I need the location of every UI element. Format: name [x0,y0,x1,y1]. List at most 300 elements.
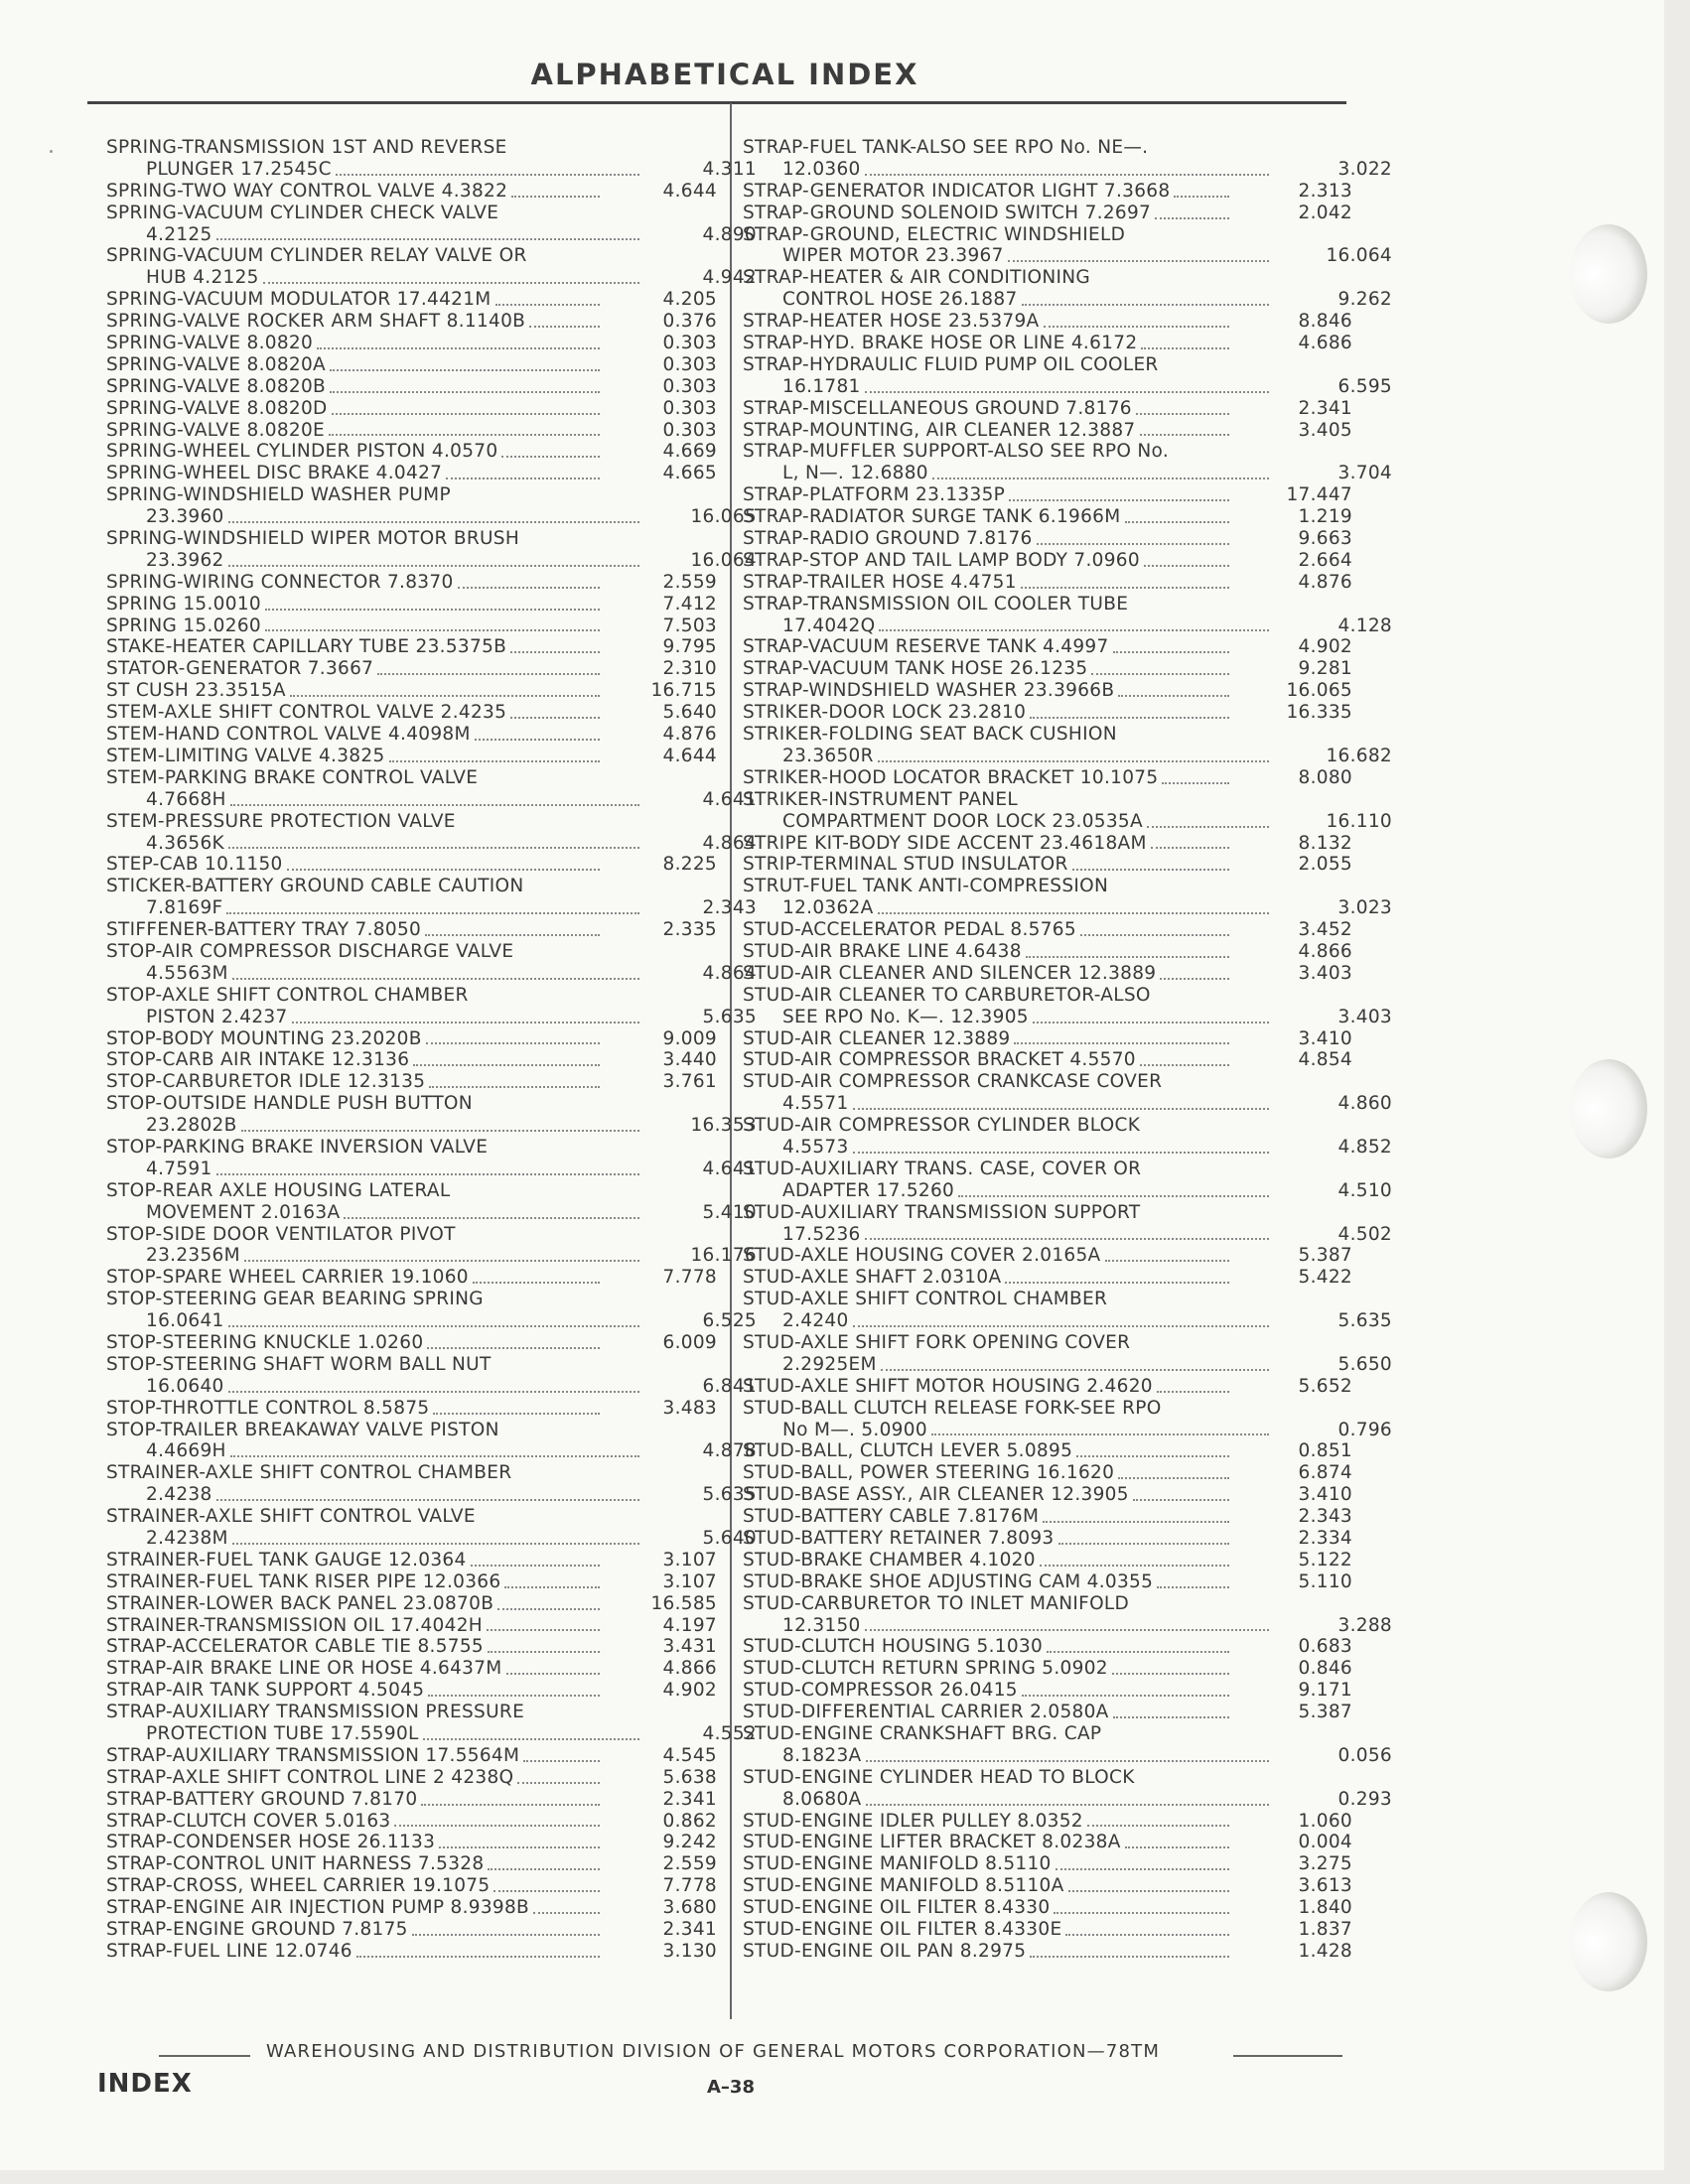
entry-title-line [743,224,1352,246]
entry-page-ref: 9.242 [662,1832,717,1853]
index-entry [106,876,757,919]
entry-continuation-line [743,1007,1392,1028]
index-entry [106,463,717,484]
dot-leader [1047,1651,1229,1653]
dot-leader [1144,565,1229,567]
dot-leader [1021,587,1229,589]
dot-leader [1091,673,1229,675]
dot-leader [510,717,600,719]
dot-leader [1054,1912,1229,1914]
entry-text: STEP-CAB 10.1150 [106,854,283,876]
dot-leader [878,912,1269,914]
entry-text: PISTON 2.4237 [146,1006,288,1027]
entry-page-ref: 3.431 [662,1636,717,1658]
entry-page-ref: 5.635 [702,1006,757,1027]
entry-text: 12.3150 [782,1614,861,1636]
entry-text: STUD-BASE ASSY., AIR CLEANER 12.3905 [743,1484,1129,1506]
dot-leader [1162,782,1229,784]
dot-leader [853,1108,1269,1110]
entry-page-ref: 9.281 [1298,658,1352,680]
entry-text: ST CUSH 23.3515A [106,680,286,702]
entry-text: STRAP-RADIATOR SURGE TANK 6.1966M [743,506,1121,528]
punch-hole-top [1570,224,1647,324]
entry-title-line [743,506,1352,528]
entry-text: 16.0641 [146,1310,224,1332]
entry-continuation-line [743,811,1392,833]
dot-leader [865,391,1269,393]
entry-title-line [106,333,717,354]
entry-page-ref: 3.613 [1298,1875,1352,1897]
index-entry [743,1941,1352,1963]
entry-title-line [106,1267,717,1289]
entry-title-line [743,137,1352,159]
entry-page-ref: 4.864 [702,962,757,984]
entry-text: STRAP-CLUTCH COVER 5.0163 [106,1810,391,1832]
entry-text: STUD-AIR COMPRESSOR BRACKET 4.5570 [743,1049,1136,1071]
index-entry [106,1223,757,1268]
entry-text: STUD-AXLE SHIFT CONTROL CHAMBER [743,1289,1108,1310]
entry-title-line [743,398,1352,420]
entry-page-ref: 8.846 [1298,311,1352,333]
dot-leader [1058,1543,1229,1545]
entry-page-ref: 4.876 [1298,571,1352,593]
entry-page-ref: 7.412 [662,593,717,614]
index-entry [743,876,1392,919]
entry-text: STRIKER-FOLDING SEAT BACK CUSHION [743,724,1117,746]
entry-title-line [106,615,717,637]
entry-title-line [743,963,1352,985]
entry-text: STRAP-FUEL TANK-ALSO SEE RPO No. NE—. [743,137,1149,158]
entry-title-line [106,1853,717,1875]
entry-title-line [106,1789,717,1811]
entry-title-line [743,1767,1352,1789]
entry-text: STRAP-BATTERY GROUND 7.8170 [106,1788,418,1810]
entry-page-ref: 6.525 [702,1310,757,1332]
entry-title-line [743,1267,1352,1289]
entry-text: STRAP-HYD. BRAKE HOSE OR LINE 4.6172 [743,333,1138,354]
entry-title-line [106,1832,717,1853]
entry-text: COMPARTMENT DOOR LOCK 23.0535A [782,810,1143,832]
entry-title-line [106,1658,717,1680]
entry-page-ref: 16.065 [1286,680,1352,702]
dot-leader [504,1586,600,1588]
entry-page-ref: 3.107 [662,1570,717,1592]
dot-leader [1118,1477,1229,1479]
dot-leader [495,304,600,306]
entry-title-line [106,1398,717,1420]
dot-leader [330,369,600,371]
entry-text: STRIPE KIT-BODY SIDE ACCENT 23.4618AM [743,832,1147,854]
entry-page-ref: 0.303 [662,333,717,354]
footer-rule-left [159,2055,250,2057]
entry-title-line [106,1028,717,1050]
entry-text: SPRING-VALVE ROCKER ARM SHAFT 8.1140B [106,311,526,333]
left-index-column [106,137,757,1963]
entry-text: STUD-BALL CLUTCH RELEASE FORK-SEE RPO [743,1397,1162,1419]
entry-text: STUD-ENGINE MANIFOLD 8.5110A [743,1875,1064,1897]
index-entry [743,441,1392,484]
index-entry [106,1680,717,1702]
entry-page-ref: 2.341 [662,1788,717,1810]
entry-text: STUD-ENGINE IDLER PULLEY 8.0352 [743,1810,1083,1832]
entry-text: STRIKER-INSTRUMENT PANEL [743,788,1019,810]
index-entry [106,1593,717,1615]
index-entry [106,333,717,354]
index-entry [106,1419,757,1463]
entry-continuation-line [743,1137,1392,1159]
entry-page-ref: 3.023 [1338,897,1392,919]
entry-text: STICKER-BATTERY GROUND CABLE CAUTION [106,876,524,897]
entry-text: SEE RPO No. K—. 12.3905 [782,1006,1029,1027]
index-entry [743,1376,1352,1398]
entry-title-line [743,572,1352,594]
entry-page-ref: 0.056 [1338,1744,1392,1766]
entry-text: STUD-BALL, CLUTCH LEVER 5.0895 [743,1440,1073,1462]
index-entry [743,788,1392,833]
index-entry [106,1462,757,1506]
entry-page-ref: 2.664 [1298,549,1352,571]
entry-page-ref: 1.840 [1298,1897,1352,1919]
entry-continuation-line [106,789,757,811]
index-entry [743,854,1352,876]
entry-text: STRAP-GROUND, ELECTRIC WINDSHIELD [743,223,1126,245]
entry-continuation-line [106,1528,757,1550]
entry-continuation-line [743,463,1392,484]
entry-text: 4.4669H [146,1440,226,1462]
dot-leader [881,1369,1269,1371]
entry-title-line [106,1897,717,1919]
entry-page-ref: 2.055 [1298,854,1352,876]
footer-page-number: A–38 [707,2077,755,2098]
entry-page-ref: 4.545 [662,1744,717,1766]
entry-page-ref: 4.902 [1298,636,1352,658]
entry-text: STRAP-MOUNTING, AIR CLEANER 12.3887 [743,419,1136,441]
entry-continuation-line [743,615,1392,637]
dot-leader [1160,978,1229,980]
entry-text: STUD-CLUTCH HOUSING 5.1030 [743,1636,1044,1658]
entry-text: 4.2125 [146,223,212,245]
entry-page-ref: 0.303 [662,397,717,419]
entry-title-line [106,1919,717,1941]
entry-title-line [106,985,717,1007]
entry-title-line [743,420,1352,442]
dot-leader [853,1325,1269,1327]
entry-title-line [106,658,717,680]
entry-title-line [106,1571,717,1593]
index-entry [106,1811,717,1833]
dot-leader [232,1543,639,1545]
entry-title-line [106,1745,717,1767]
dot-leader [510,651,600,653]
index-entry [743,1897,1352,1919]
entry-title-line [743,876,1352,897]
entry-page-ref: 0.862 [662,1810,717,1832]
entry-text: 4.7591 [146,1158,212,1179]
dot-leader [244,1260,639,1262]
entry-text: HUB 4.2125 [146,267,259,289]
dot-leader [529,326,600,328]
entry-text: SPRING-WIRING CONNECTOR 7.8370 [106,571,454,593]
index-entry [743,1289,1392,1332]
entry-text: STRAP-AXLE SHIFT CONTROL LINE 2 4238Q [106,1766,514,1788]
dot-leader [228,521,639,523]
entry-text: STOP-STEERING SHAFT WORM BALL NUT [106,1353,492,1375]
entry-title-line [743,702,1352,724]
entry-text: STUD-AUXILIARY TRANS. CASE, COVER OR [743,1158,1142,1179]
entry-continuation-line [106,1007,757,1028]
entry-text: SPRING-VALVE 8.0820D [106,397,328,419]
entry-title-line [743,1462,1352,1484]
dot-leader [421,1804,600,1806]
entry-text: STRAP-CROSS, WHEEL CARRIER 19.1075 [106,1875,491,1897]
entry-title-line [106,680,717,702]
index-entry [743,724,1392,767]
index-entry [106,1636,717,1658]
index-entry [743,919,1352,941]
entry-text: STEM-PARKING BRAKE CONTROL VALVE [106,766,479,788]
entry-page-ref: 16.585 [650,1592,717,1614]
entry-continuation-line [106,1245,757,1267]
entry-page-ref: 2.310 [662,658,717,680]
entry-title-line [743,528,1352,550]
entry-page-ref: 16.682 [1326,745,1392,766]
dot-leader [427,1347,600,1349]
entry-page-ref: 16.335 [1286,702,1352,724]
index-entry [743,1875,1352,1897]
entry-text: STUD-AIR CLEANER 12.3889 [743,1027,1011,1049]
index-entry [743,658,1352,680]
dot-leader [1125,521,1229,523]
entry-continuation-line [743,746,1392,767]
entry-page-ref: 2.335 [662,919,717,941]
index-entry [743,1919,1352,1941]
dot-leader [1014,1042,1229,1044]
dot-leader [865,1629,1269,1631]
entry-continuation-line [106,1115,757,1137]
dot-leader [853,1152,1269,1154]
index-entry [743,203,1352,224]
index-entry [106,1658,717,1680]
entry-text: 7.8169F [146,897,223,919]
entry-continuation-line [106,833,757,855]
index-entry [106,1897,717,1919]
entry-page-ref: 17.447 [1286,484,1352,506]
entry-text: STRAP-HYDRAULIC FLUID PUMP OIL COOLER [743,353,1159,375]
index-entry [743,223,1392,268]
entry-page-ref: 16.715 [650,680,717,702]
entry-page-ref: 5.422 [1298,1267,1352,1289]
entry-continuation-line [106,897,757,919]
entry-page-ref: 4.197 [662,1614,717,1636]
index-entry [106,1615,717,1637]
dot-leader [533,1912,600,1914]
index-entry [106,746,717,767]
entry-page-ref: 16.064 [1326,245,1392,267]
dot-leader [230,804,639,806]
entry-title-line [106,876,717,897]
entry-title-line [106,354,717,376]
entry-text: SPRING-VACUUM CYLINDER CHECK VALVE [106,202,499,223]
entry-title-line [743,1680,1352,1702]
entry-title-line [106,1332,717,1354]
entry-page-ref: 3.130 [662,1940,717,1962]
index-entry [106,636,717,658]
dot-leader [216,238,639,240]
entry-text: 17.4042Q [782,614,876,636]
dot-leader [931,1433,1269,1435]
index-entry [743,1462,1352,1484]
entry-text: STRAP-ENGINE AIR INJECTION PUMP 8.9398B [106,1897,530,1919]
dot-leader [1133,1499,1229,1501]
index-entry [106,702,717,724]
entry-page-ref: 4.860 [1338,1093,1392,1115]
entry-page-ref: 4.669 [662,441,717,463]
entry-page-ref: 2.343 [1298,1506,1352,1528]
entry-title-line [743,1811,1352,1833]
entry-text: STOP-THROTTLE CONTROL 8.5875 [106,1397,430,1419]
entry-page-ref: 4.852 [1338,1136,1392,1158]
dot-leader [292,1022,639,1024]
index-entry [743,767,1352,789]
index-entry [106,572,717,594]
entry-page-ref: 2.559 [662,1853,717,1875]
entry-page-ref: 2.042 [1298,202,1352,223]
index-entry [106,1789,717,1811]
entry-text: STUD-BRAKE CHAMBER 4.1020 [743,1549,1036,1570]
entry-title-line [106,311,717,333]
entry-page-ref: 5.650 [1338,1353,1392,1375]
entry-title-line [106,919,717,941]
entry-title-line [743,724,1352,746]
dot-leader [287,869,600,871]
entry-text: STUD-BALL, POWER STEERING 16.1620 [743,1462,1115,1484]
entry-title-line [743,1941,1352,1963]
entry-text: ADAPTER 17.5260 [782,1179,955,1201]
entry-page-ref: 3.704 [1338,463,1392,484]
entry-title-line [106,245,717,267]
index-entry [743,1484,1352,1506]
index-entry [106,1398,717,1420]
entry-page-ref: 16.064 [690,549,757,571]
entry-title-line [743,854,1352,876]
dot-leader [228,565,639,567]
entry-page-ref: 2.341 [662,1919,717,1941]
entry-continuation-line [106,267,757,289]
index-entry [743,1397,1392,1441]
dot-leader [488,1868,600,1870]
dot-leader [228,847,639,849]
index-entry [106,311,717,333]
index-entry [106,441,717,463]
dot-leader [241,1130,639,1132]
index-entry [743,137,1392,181]
entry-text: STOP-BODY MOUNTING 23.2020B [106,1027,422,1049]
entry-continuation-line [106,1440,757,1462]
entry-continuation-line [106,1202,757,1224]
dot-leader [265,629,600,631]
entry-title-line [743,1289,1352,1310]
dot-leader [228,1325,639,1327]
index-entry [743,1049,1352,1071]
index-entry [743,1245,1352,1267]
entry-text: STRAP-ENGINE GROUND 7.8175 [106,1919,408,1941]
dot-leader [471,1565,600,1567]
dot-leader [433,1413,600,1415]
entry-title-line [106,203,717,224]
entry-text: CONTROL HOSE 26.1887 [782,289,1018,311]
entry-text: STUD-ENGINE OIL FILTER 8.4330 [743,1897,1051,1919]
entry-text: STUD-BATTERY RETAINER 7.8093 [743,1528,1055,1549]
dot-leader [487,1629,600,1631]
entry-title-line [743,1245,1352,1267]
dot-leader [473,1282,600,1284]
entry-continuation-line [106,1484,757,1506]
entry-text: 4.5573 [782,1136,849,1158]
index-entry [106,354,717,376]
entry-text: SPRING-VALVE 8.0820E [106,419,326,441]
entry-page-ref: 16.353 [690,1115,757,1137]
stray-mark [50,150,53,153]
entry-title-line [106,811,717,833]
entry-title-line [743,1202,1352,1224]
entry-text: SPRING-WHEEL CYLINDER PISTON 4.0570 [106,441,498,463]
entry-title-line [106,1224,717,1246]
entry-page-ref: 0.851 [1298,1440,1352,1462]
index-entry [743,702,1352,724]
dot-leader [1037,543,1229,545]
entry-text: SPRING-WHEEL DISC BRAKE 4.0427 [106,463,443,484]
dot-leader [1151,847,1229,849]
entry-text: STUD-AXLE HOUSING COVER 2.0165A [743,1245,1101,1267]
entry-text: SPRING-WINDSHIELD WIPER MOTOR BRUSH [106,528,520,550]
entry-title-line [106,1875,717,1897]
dot-leader [1113,1716,1229,1718]
index-entry [743,833,1352,855]
index-entry [743,420,1352,442]
entry-page-ref: 8.132 [1298,832,1352,854]
entry-continuation-line [106,550,757,572]
index-entry [743,963,1352,985]
entry-page-ref: 0.796 [1338,1419,1392,1440]
entry-page-ref: 4.502 [1338,1223,1392,1245]
dot-leader [523,1760,600,1762]
entry-title-line [106,484,717,506]
index-entry [743,593,1392,637]
dot-leader [1044,326,1229,328]
entry-title-line [743,919,1352,941]
index-entry [743,1331,1392,1376]
entry-text: SPRING 15.0260 [106,614,261,636]
index-entry [106,420,717,442]
entry-text: STRAP-VACUUM TANK HOSE 26.1235 [743,658,1088,680]
entry-page-ref: 3.410 [1298,1027,1352,1049]
dot-leader [1140,434,1229,436]
entry-title-line [743,441,1352,463]
entry-page-ref: 16.176 [690,1245,757,1267]
entry-page-ref: 3.107 [662,1549,717,1570]
index-entry [106,854,717,876]
entry-page-ref: 0.303 [662,375,717,397]
entry-page-ref: 6.841 [702,1375,757,1397]
index-entry [743,1201,1392,1246]
entry-continuation-line [743,1180,1392,1202]
entry-page-ref: 9.262 [1338,289,1392,311]
entry-continuation-line [743,897,1392,919]
entry-title-line [106,181,717,203]
dot-leader [1157,1391,1229,1393]
entry-title-line [106,289,717,311]
entry-text: 4.7668H [146,788,226,810]
